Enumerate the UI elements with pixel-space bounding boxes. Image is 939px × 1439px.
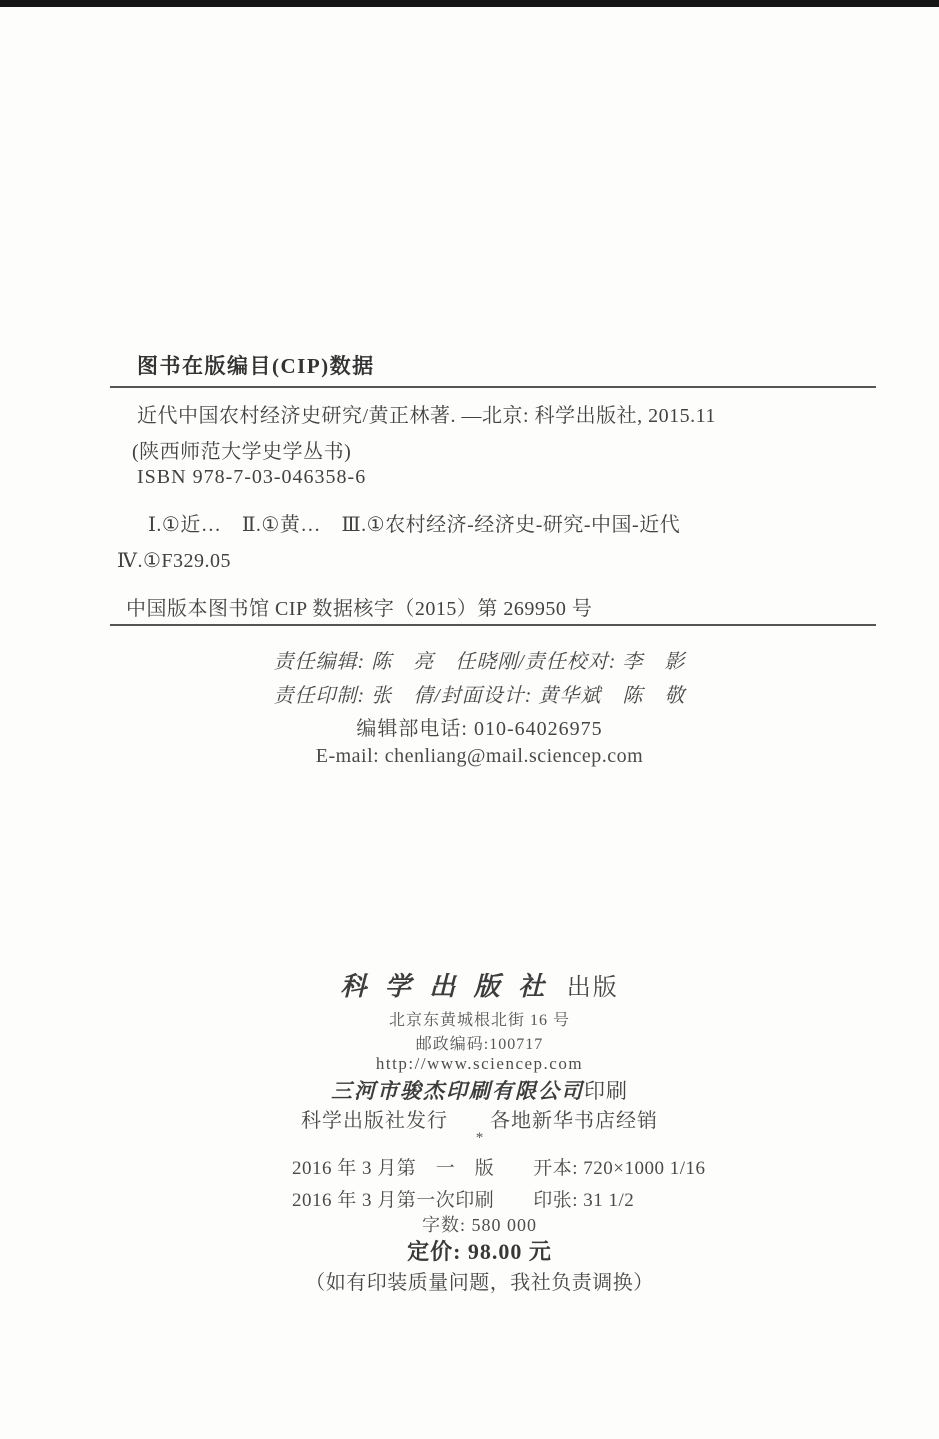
publisher-postcode-line: 邮政编码:100717 <box>415 1036 544 1053</box>
distribution-line: 科学出版社发行 各地新华书店经销 <box>301 1110 658 1132</box>
wordcount-line: 字数: 580 000 <box>421 1215 537 1235</box>
publisher-website-line: http://www.sciencep.com <box>375 1054 584 1073</box>
cip-classification-line: Ⅰ.①近… Ⅱ.①黄… Ⅲ.①农村经济-经济史-研究-中国-近代 <box>148 514 681 536</box>
divider-line-bottom <box>110 624 876 626</box>
cip-classification-line-2: Ⅳ.①F329.05 <box>117 550 232 572</box>
cip-record-number-line: 中国版本图书馆 CIP 数据核字（2015）第 269950 号 <box>126 598 593 620</box>
price-line: 定价: 98.00 元 <box>407 1239 552 1264</box>
editorial-phone-line: 编辑部电话: 010-64026975 <box>356 718 603 740</box>
credits-editors-line: 责任编辑: 陈 亮 任晓刚/责任校对: 李 影 <box>273 651 686 673</box>
printing-line: 2016 年 3 月第一次印刷 印张: 31 1/2 <box>292 1190 635 1211</box>
divider-line-top <box>110 386 876 388</box>
cip-series-line: (陕西师范大学史学丛书) <box>132 441 352 463</box>
cip-title-line: 近代中国农村经济史研究/黄正林著. —北京: 科学出版社, 2015.11 <box>137 405 716 427</box>
publisher-name: 科 学 出 版 社 <box>340 972 551 1001</box>
printer-name: 三河市骏杰印刷有限公司 <box>331 1079 584 1103</box>
credits-print-design-line: 责任印制: 张 倩/封面设计: 黄华斌 陈 敬 <box>273 685 686 707</box>
publisher-line <box>20 966 939 1003</box>
scan-edge-bar <box>0 0 939 7</box>
section-divider-mark: * <box>475 1130 484 1146</box>
publisher-suffix: 出版 <box>566 975 619 1001</box>
printer-line <box>20 1075 939 1105</box>
edition-line: 2016 年 3 月第 一 版 开本: 720×1000 1/16 <box>292 1158 706 1179</box>
editorial-email-line: E-mail: chenliang@mail.sciencep.com <box>315 745 644 767</box>
publisher-address-line: 北京东黄城根北街 16 号 <box>388 1012 570 1029</box>
cip-heading: 图书在版编目(CIP)数据 <box>137 354 375 378</box>
printer-suffix: 印刷 <box>584 1079 628 1103</box>
quality-notice-line: （如有印装质量问题，我社负责调换） <box>305 1272 654 1294</box>
cip-isbn-line: ISBN 978-7-03-046358-6 <box>137 466 367 488</box>
